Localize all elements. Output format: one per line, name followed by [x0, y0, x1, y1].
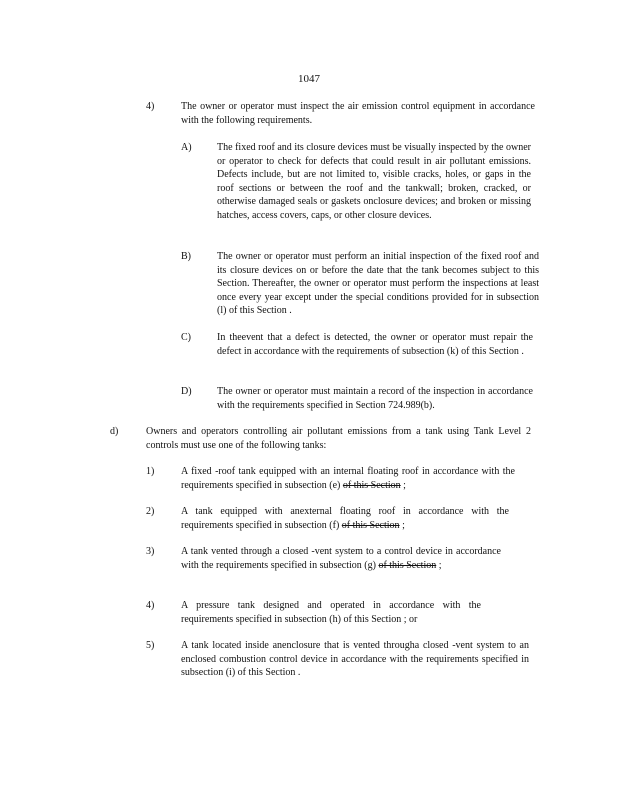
item-label: D) [181, 386, 192, 397]
page-number: 1047 [298, 73, 320, 85]
item-label: A) [181, 142, 192, 153]
item-text: In theevent that a defect is detected, the owner or operator must repair the defect in accordance with the requirements of subsection (k) of this Section . [217, 332, 533, 357]
item-text: The owner or operator must maintain a record of the inspection in accordance with the requirements specified in Section 724.989(b). [217, 386, 533, 411]
item-text-main: A tank vented through a closed -vent system to a control device in accordance with the requirements specified in subsection (g) [181, 546, 501, 571]
struck-text: of this Section [378, 559, 437, 571]
struck-text: of this Section [342, 479, 401, 491]
item-label: 5) [146, 640, 155, 651]
item-label: d) [110, 426, 119, 437]
item-label: 3) [146, 546, 155, 557]
item-text-main: A tank equipped with anexternal floating roof in accordance with the requirements specified in subsection (f) [181, 506, 509, 531]
item-text [181, 545, 501, 572]
item-label: 4) [146, 101, 155, 112]
item-text [181, 505, 509, 532]
item-label: C) [181, 332, 191, 343]
item-label: 1) [146, 466, 155, 477]
item-text: A pressure tank designed and operated in accordance with the requirements specified in subsection (h) of this Section ; or [181, 600, 481, 625]
item-text: A tank located inside anenclosure that is vented througha closed -vent system to an enclosed combustion control device in accordance with the requirements specified in subsection (i) of this Section . [181, 640, 529, 679]
list-item-4 [0, 100, 618, 130]
item-text: The fixed roof and its closure devices must be visually inspected by the owner or operator to check for defects that could result in air pollutant emissions. Defects include, but are not limited to, visible cracks, holes, or gaps in the roof sections or between the roof and the tankwall; broken, cracked, or otherwise damaged seals or gaskets onclosure devices; and broken or missing hatches, access covers, caps, or other closure devices. [217, 142, 531, 221]
item-text-end: ; [402, 519, 405, 531]
item-text: Owners and operators controlling air pollutant emissions from a tank using Tank Level 2 controls must use one of the following tanks: [146, 426, 531, 451]
item-text: The owner or operator must perform an initial inspection of the fixed roof and its closure devices on or before the date that the tank becomes subject to this Section. Thereafter, the owner or operator must perform the inspections at least once every year except under the special conditions provided for in subsection (l) of this Section . [217, 251, 539, 317]
item-text-end: ; [403, 479, 406, 491]
item-text-main: A fixed -roof tank equipped with an internal floating roof in accordance with the requirements specified in subsection (e) [181, 466, 515, 491]
item-text-end: ; [438, 559, 442, 571]
item-label: 4) [146, 600, 155, 611]
item-label: B) [181, 251, 191, 262]
item-label: 2) [146, 506, 155, 517]
struck-text: of this Section [341, 519, 400, 531]
item-text: The owner or operator must inspect the air emission control equipment in accordance with the following requirements. [181, 101, 535, 126]
item-text [181, 465, 515, 492]
